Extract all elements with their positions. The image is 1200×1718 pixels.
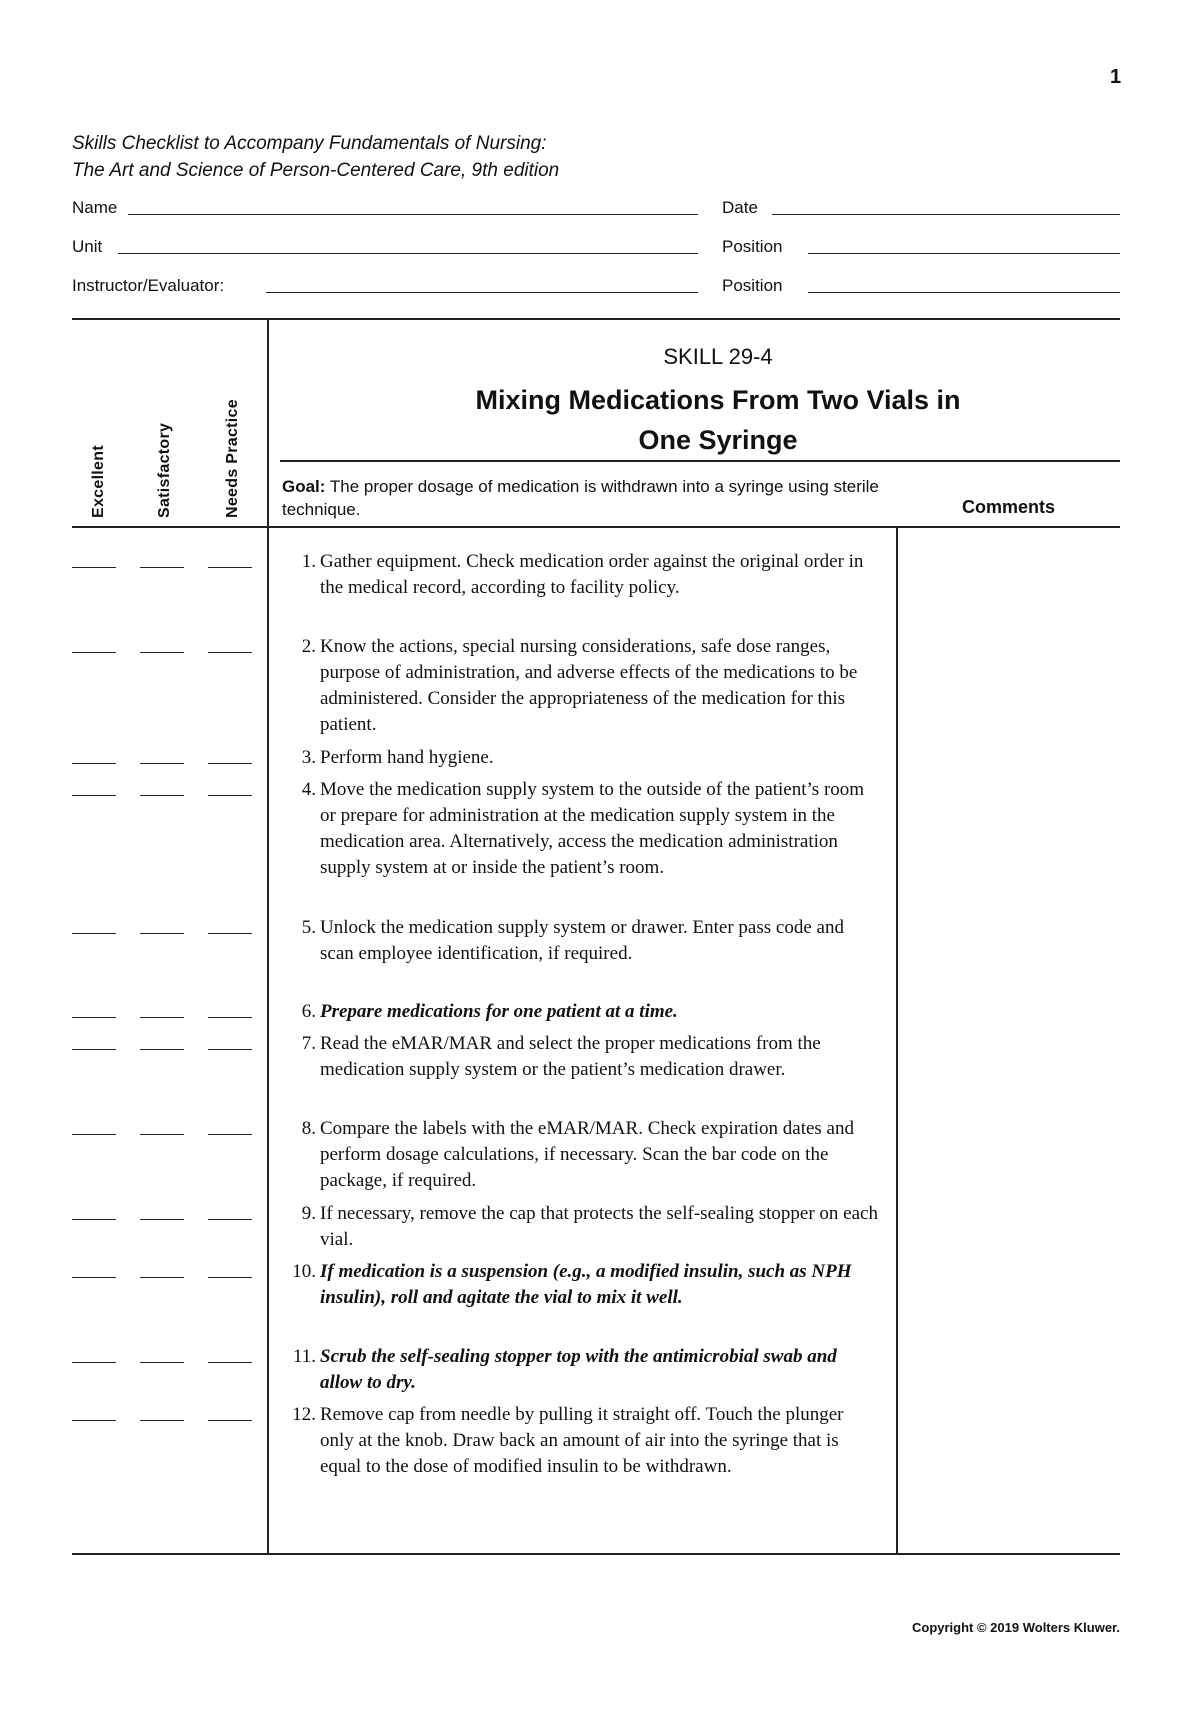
goal-text: The proper dosage of medication is withdrawn into a syringe using sterile technique. — [282, 477, 879, 519]
step-text: Move the medication supply system to the outside of the patient’s room or prepare for administration at the medication supply system in the medication area. Alternatively, access the medication administration supply system at or inside the patient’s room. — [320, 779, 865, 878]
needs-practice-mark[interactable] — [208, 1049, 252, 1050]
step-number: 6. — [301, 1001, 316, 1022]
step-1 — [282, 549, 882, 601]
needs-practice-mark[interactable] — [208, 1134, 252, 1135]
name-label: Name — [72, 198, 118, 217]
excellent-mark[interactable] — [72, 652, 116, 653]
excellent-mark[interactable] — [72, 567, 116, 568]
excellent-mark[interactable] — [72, 1362, 116, 1363]
satisfactory-mark[interactable] — [140, 1277, 184, 1278]
satisfactory-mark[interactable] — [140, 1017, 184, 1018]
needs-practice-mark[interactable] — [208, 652, 252, 653]
goal-statement — [282, 475, 882, 521]
name-field[interactable] — [128, 214, 698, 215]
needs-practice-mark[interactable] — [208, 1420, 252, 1421]
comments-column-divider — [896, 528, 898, 1554]
step-number: 12. — [292, 1404, 316, 1425]
step-3 — [282, 745, 882, 771]
step-number: 2. — [301, 636, 316, 657]
needs-practice-mark[interactable] — [208, 1277, 252, 1278]
step-text: Read the eMAR/MAR and select the proper medications from the medication supply system or the patient’s medication drawer. — [320, 1033, 821, 1080]
table-top-rule — [72, 318, 1120, 320]
step-2 — [282, 634, 882, 738]
excellent-mark[interactable] — [72, 1134, 116, 1135]
needs-practice-mark[interactable] — [208, 933, 252, 934]
satisfactory-mark[interactable] — [140, 1049, 184, 1050]
position-label-1: Position — [722, 237, 783, 256]
comments-column-header: Comments — [962, 497, 1056, 517]
excellent-mark[interactable] — [72, 1420, 116, 1421]
instructor-field[interactable] — [266, 292, 698, 293]
position-field-2[interactable] — [808, 292, 1120, 293]
step-number: 4. — [301, 779, 316, 800]
needs-practice-mark[interactable] — [208, 763, 252, 764]
step-number: 10. — [292, 1261, 316, 1282]
step-text: Know the actions, special nursing considerations, safe dose ranges, purpose of administration, and adverse effects of the medications to be administered. Consider the appropriateness of the medication for this patient. — [320, 636, 858, 735]
step-number: 7. — [301, 1033, 316, 1054]
satisfactory-mark[interactable] — [140, 1362, 184, 1363]
needs-practice-mark[interactable] — [208, 567, 252, 568]
goal-label: Goal: — [282, 477, 326, 496]
excellent-mark[interactable] — [72, 1219, 116, 1220]
unit-field[interactable] — [118, 253, 698, 254]
satisfactory-mark[interactable] — [140, 933, 184, 934]
needs-practice-mark[interactable] — [208, 1362, 252, 1363]
needs-practice-mark[interactable] — [208, 1017, 252, 1018]
step-12 — [282, 1402, 882, 1480]
step-7 — [282, 1031, 882, 1083]
satisfactory-mark[interactable] — [140, 1420, 184, 1421]
table-bottom-rule — [72, 1553, 1120, 1555]
date-label: Date — [722, 198, 758, 217]
step-6 — [282, 999, 882, 1025]
excellent-mark[interactable] — [72, 795, 116, 796]
skill-title-line1: Mixing Medications From Two Vials in — [475, 385, 961, 415]
book-title — [72, 130, 559, 184]
step-number: 5. — [301, 917, 316, 938]
step-text: If necessary, remove the cap that protects the self-sealing stopper on each vial. — [320, 1203, 878, 1250]
needs-practice-mark[interactable] — [208, 1219, 252, 1220]
step-5 — [282, 915, 882, 967]
title-divider-rule — [280, 460, 1120, 462]
instructor-label: Instructor/Evaluator: — [72, 276, 225, 295]
position-label-2: Position — [722, 276, 783, 295]
step-number: 1. — [301, 551, 316, 572]
step-number: 3. — [301, 747, 316, 768]
excellent-mark[interactable] — [72, 933, 116, 934]
unit-label: Unit — [72, 237, 103, 256]
satisfactory-mark[interactable] — [140, 652, 184, 653]
step-11 — [282, 1344, 882, 1396]
rating-column-divider — [267, 320, 269, 1554]
copyright-notice: Copyright © 2019 Wolters Kluwer. — [912, 1620, 1120, 1635]
skill-title — [268, 380, 1168, 460]
satisfactory-mark[interactable] — [140, 567, 184, 568]
needs-practice-mark[interactable] — [208, 795, 252, 796]
step-text: Scrub the self-sealing stopper top with the antimicrobial swab and allow to dry. — [320, 1346, 837, 1393]
step-text: Unlock the medication supply system or drawer. Enter pass code and scan employee identification, if required. — [320, 917, 844, 964]
step-8 — [282, 1116, 882, 1194]
step-number: 9. — [301, 1203, 316, 1224]
step-10 — [282, 1259, 882, 1311]
step-number: 11. — [292, 1346, 316, 1367]
satisfactory-mark[interactable] — [140, 795, 184, 796]
book-title-line1: Skills Checklist to Accompany Fundamentals of Nursing: — [72, 133, 547, 154]
excellent-mark[interactable] — [72, 1017, 116, 1018]
step-number: 8. — [301, 1118, 316, 1139]
step-text: If medication is a suspension (e.g., a modified insulin, such as NPH insulin), roll and agitate the vial to mix it well. — [320, 1261, 852, 1308]
skill-number: SKILL 29-4 — [663, 344, 773, 369]
date-field[interactable] — [772, 214, 1120, 215]
satisfactory-mark[interactable] — [140, 763, 184, 764]
step-4 — [282, 777, 882, 881]
header-bottom-rule — [72, 526, 1120, 528]
excellent-mark[interactable] — [72, 1277, 116, 1278]
step-text: Prepare medications for one patient at a time. — [320, 1001, 678, 1022]
satisfactory-mark[interactable] — [140, 1219, 184, 1220]
position-field-1[interactable] — [808, 253, 1120, 254]
step-9 — [282, 1201, 882, 1253]
excellent-mark[interactable] — [72, 1049, 116, 1050]
excellent-column-header: Excellent — [90, 445, 107, 518]
satisfactory-mark[interactable] — [140, 1134, 184, 1135]
needs-practice-column-header: Needs Practice — [224, 399, 241, 518]
skill-title-line2: One Syringe — [638, 425, 798, 455]
step-text: Remove cap from needle by pulling it straight off. Touch the plunger only at the knob. Draw back an amount of air into the syringe that is equal to the dose of modified insulin to be withdrawn. — [320, 1404, 844, 1477]
excellent-mark[interactable] — [72, 763, 116, 764]
page-number: 1 — [1110, 66, 1122, 88]
step-text: Compare the labels with the eMAR/MAR. Check expiration dates and perform dosage calculations, if necessary. Scan the bar code on the package, if required. — [320, 1118, 854, 1191]
book-title-line2: The Art and Science of Person-Centered Care, 9th edition — [72, 160, 560, 181]
step-text: Perform hand hygiene. — [320, 747, 494, 768]
step-text: Gather equipment. Check medication order against the original order in the medical record, according to facility policy. — [320, 551, 864, 598]
satisfactory-column-header: Satisfactory — [156, 422, 173, 518]
